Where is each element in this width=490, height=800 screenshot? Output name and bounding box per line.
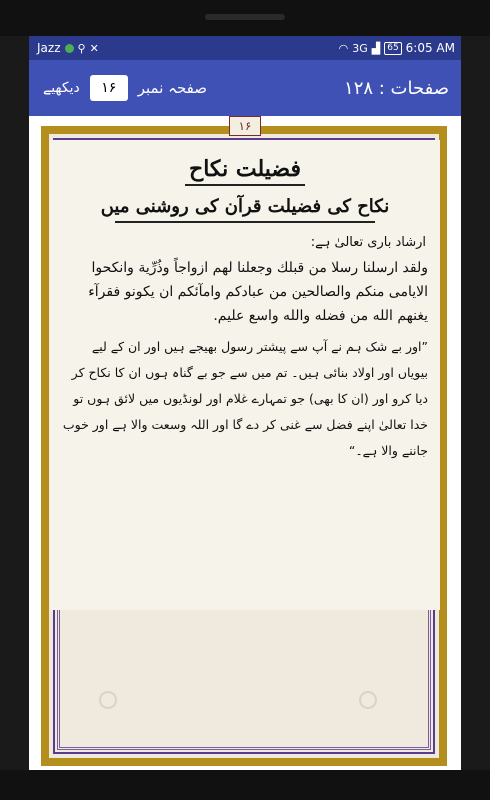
network-type-label: 3G [352, 41, 368, 55]
app-notification-icon [65, 44, 74, 53]
arabic-verse: ولقد ارسلنا رسلا من قبلك وجعلنا لهم ازواجاً وذُرِّية وانكحوا الايامى منكم والصالحين من عبادكم وامآئكم ان يكونو فقرآء يغنهم الله من فضله والله واسع عليم. [88, 260, 428, 324]
battery-icon: 65 [384, 42, 401, 55]
silent-icon: ✕ [89, 41, 99, 55]
clock-label: 6:05 AM [405, 41, 455, 55]
intro-text: ارشاد باری تعالیٰ ہے: [310, 235, 426, 250]
carrier-label: Jazz [37, 41, 61, 55]
status-bar [29, 36, 461, 60]
page-viewer[interactable] [29, 116, 461, 770]
app-toolbar [29, 60, 461, 116]
signal-icon: ▟ [371, 41, 381, 55]
page-number-label: صفحہ نمبر [137, 79, 207, 97]
view-page-button[interactable]: دیکھیے [43, 80, 80, 96]
heading-underline [185, 184, 305, 186]
wifi-icon: ◠ [338, 41, 349, 55]
urdu-translation: ”اور بے شک ہم نے آپ سے پیشتر رسول بھیجے ہیں اور ان کے لیے بیویاں اور اولاد بنائی ہیں۔ تم میں سے جو بے گناہ ہوں ان کا نکاح کر دیا کرو اور (ان کا بھی) جو تمہارے غلام اور لونڈیوں میں لائق ہوں تو خدا تعالیٰ اپنے فضل سے غنی کر دے گا اور اللہ وسعت والا ہے اور خوب جاننے والا ہے۔“ [62, 339, 428, 458]
phone-bezel-top [0, 0, 490, 36]
phone-bezel-bottom [0, 770, 490, 800]
phone-screen [29, 36, 461, 770]
usb-icon: ⚲ [77, 41, 86, 55]
subheading-underline [115, 221, 375, 223]
page-subheading: نکاح کی فضیلت قرآن کی روشنی میں [100, 196, 390, 217]
speaker-grille [205, 14, 285, 20]
watermark-icon [99, 691, 117, 709]
page-number-input[interactable]: ۱۶ [90, 75, 128, 101]
watermark-icon [359, 691, 377, 709]
total-pages-label: صفحات : ۱۲۸ [344, 77, 449, 99]
book-page [50, 140, 440, 610]
page-number-badge: ۱۶ [229, 116, 261, 136]
page-heading: فضیلت نکاح [189, 156, 301, 182]
